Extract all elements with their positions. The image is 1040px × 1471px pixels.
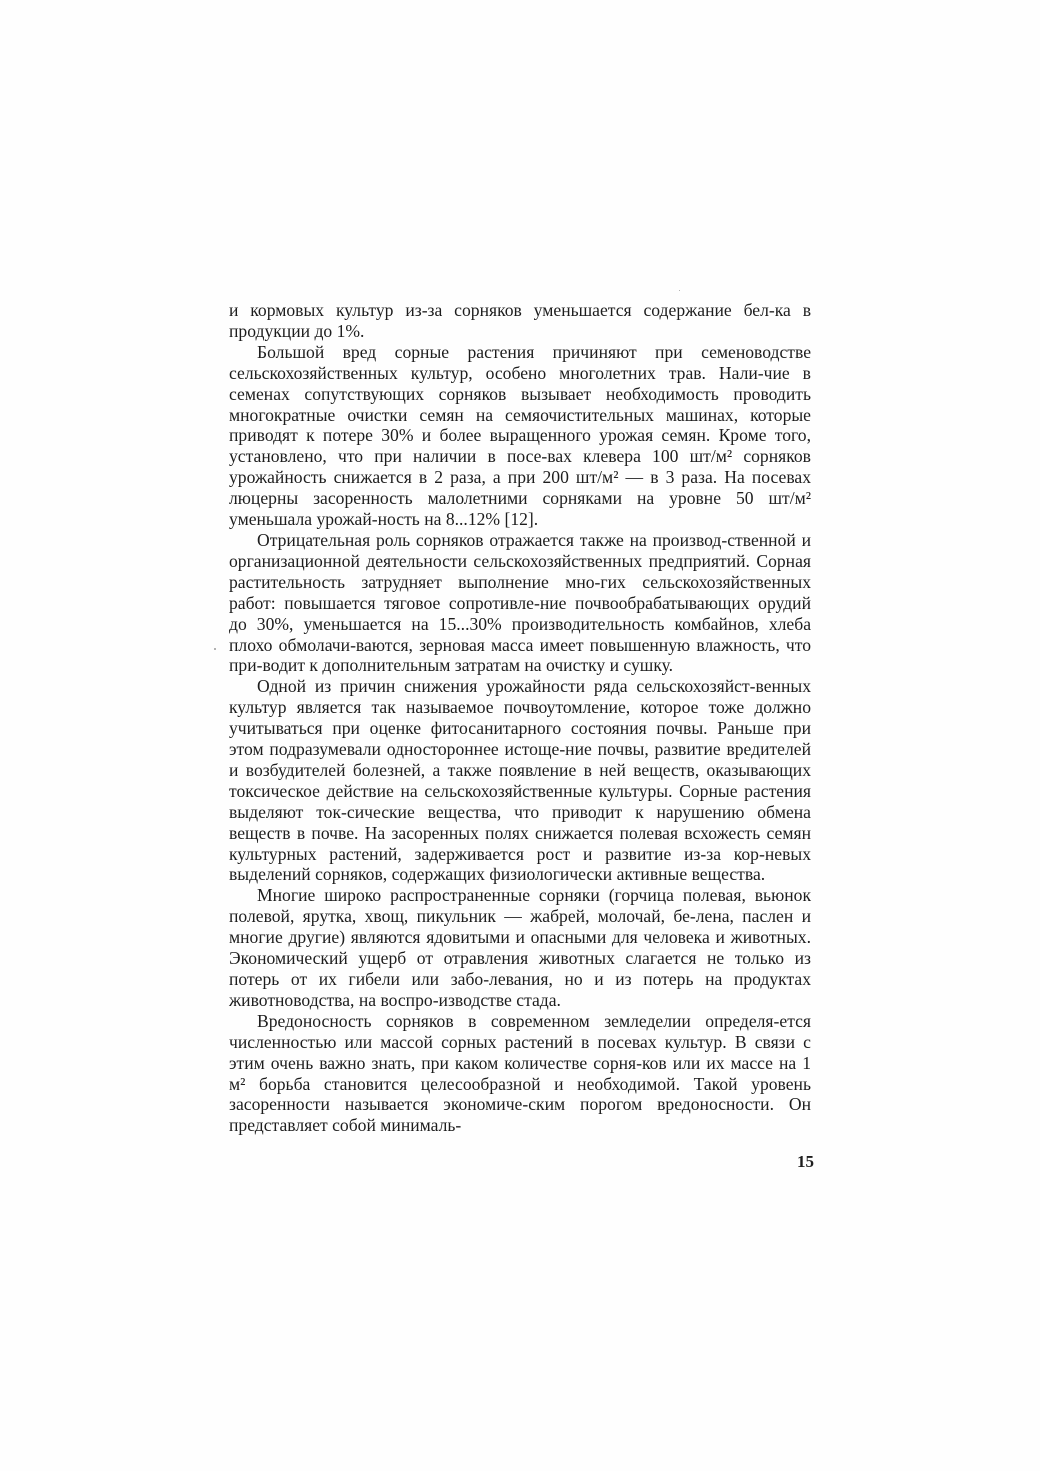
scan-speck [679, 290, 680, 291]
scan-speck [214, 648, 216, 650]
page-number: 15 [797, 1152, 814, 1171]
paragraph-1: и кормовых культур из-за сорняков уменьшается содержание бел-ка в продукции до 1%. [229, 300, 811, 341]
paragraph-2: Большой вред сорные растения причиняют при семеноводстве сельскохозяйственных культур, особено многолетних трав. Нали-чие в семенах сопутствующих сорняков вызывает необходимость проводить многократные очистки семян на семяочистительных машинах, которые приводят к потере 30% и более выращенного урожая семян. Кроме того, установлено, что при наличии в посе-вах клевера 100 шт/м² сорняков урожайность снижается в 2 раза, а при 200 шт/м² — в 3 раза. На посевах люцерны засоренность малолетними сорняками на уровне 50 шт/м² уменьшала урожай-ность на 8...12% [12]. [229, 341, 811, 530]
body-text [229, 300, 811, 1136]
paragraph-4: Одной из причин снижения урожайности ряда сельскохозяйст-венных культур является так называемое почвоутомление, которое тоже должно учитываться при оценке фитосанитарного состояния почвы. Раньше при этом подразумевали одностороннее истоще-ние почвы, развитие вредителей и возбудителей болезней, а также появление в ней веществ, оказывающих токсическое действие на сельскохозяйственные культуры. Сорные растения выделяют ток-сические вещества, что приводит к нарушению обмена веществ в почве. На засоренных полях снижается полевая всхожесть семян культурных растений, задерживается рост и развитие из-за кор-невых выделений сорняков, содержащих физиологически активные вещества. [229, 676, 811, 885]
paragraph-6: Вредоносность сорняков в современном земледелии определя-ется численностью или массой сорных растений в посевах культур. В связи с этим очень важно знать, при каком количестве сорня-ков или их массе на 1 м² борьба становится целесообразной и необходимой. Такой уровень засоренности называется экономиче-ским порогом вредоносности. Он представляет собой минималь- [229, 1010, 811, 1136]
paragraph-3: Отрицательная роль сорняков отражается также на производ-ственной и организационной деятельности сельскохозяйственных предприятий. Сорная растительность затрудняет выполнение мно-гих сельскохозяйственных работ: повышается тяговое сопротивле-ние почвообрабатывающих орудий до 30%, уменьшается на 15...30% производительность комбайнов, хлеба плохо обмолачи-ваются, зерновая масса имеет повышенную влажность, что при-водит к дополнительным затратам на очистку и сушку. [229, 529, 811, 676]
paragraph-5: Многие широко распространенные сорняки (горчица полевая, вьюнок полевой, ярутка, хвощ, пикульник — жабрей, молочай, бе-лена, паслен и многие другие) являются ядовитыми и опасными для человека и животных. Экономический ущерб от отравления животных слагается не только из потерь от их гибели или забо-левания, но и из потерь на продуктах животноводства, на воспро-изводстве стада. [229, 885, 811, 1010]
